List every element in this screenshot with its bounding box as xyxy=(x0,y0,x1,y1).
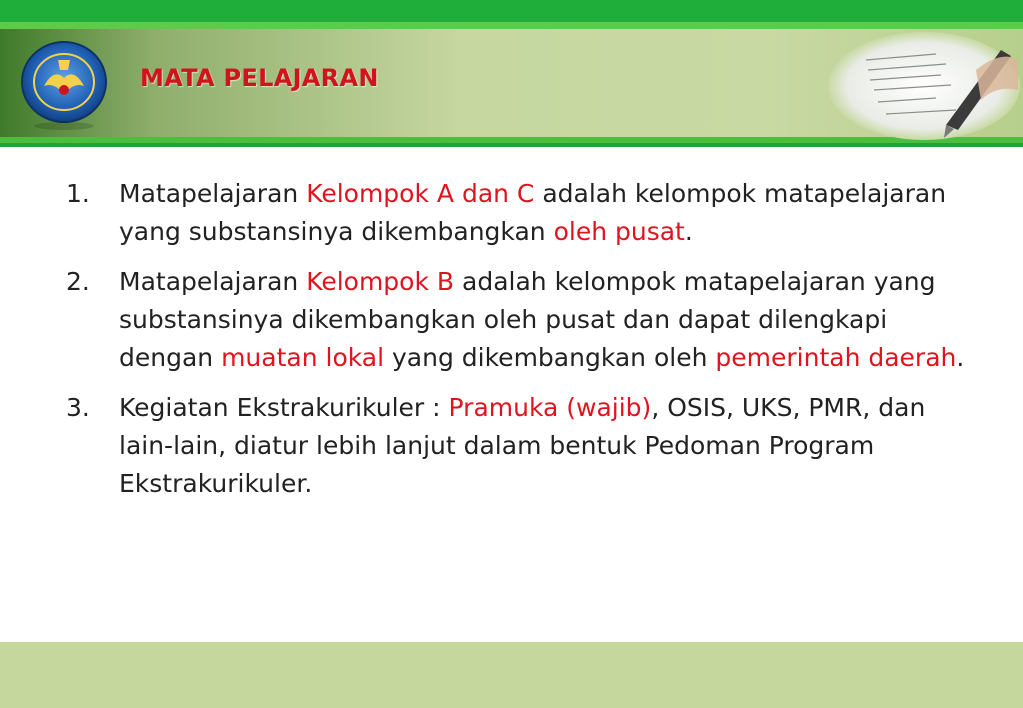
item-highlight: Kelompok B xyxy=(306,267,455,296)
list-item xyxy=(62,263,982,377)
list-item xyxy=(62,175,982,251)
top-light-green-line xyxy=(0,22,1023,29)
item-text: , OSIS, UKS, PMR, dan lain-lain, diatur lebih lanjut dalam bentuk Pedoman Program Ekstrakurikuler. xyxy=(119,393,926,498)
tut-wuri-handayani-logo-icon xyxy=(18,38,110,130)
list-item-number: 3. xyxy=(66,393,90,422)
item-text: yang dikembangkan oleh xyxy=(384,343,716,372)
page-title: MATA PELAJARAN xyxy=(140,64,379,92)
document-signing-photo-icon xyxy=(826,30,1021,142)
item-text: . xyxy=(956,343,965,372)
item-highlight: Kelompok A dan C xyxy=(306,179,535,208)
item-text: adalah kelompok matapelajaran yang substansinya dikembangkan oleh pusat dan dapat dilengkapi dengan xyxy=(119,267,936,372)
item-highlight: oleh pusat xyxy=(553,217,685,246)
item-highlight: muatan lokal xyxy=(221,343,385,372)
header-divider-dark xyxy=(0,143,1023,147)
item-highlight: pemerintah daerah xyxy=(715,343,957,372)
item-text: Kegiatan Ekstrakurikuler : xyxy=(119,393,449,422)
item-text: Matapelajaran xyxy=(119,267,307,296)
list-item-number: 2. xyxy=(66,267,90,296)
item-text: adalah kelompok matapelajaran yang substansinya dikembangkan xyxy=(119,179,947,246)
footer-bar xyxy=(0,642,1023,708)
content-list xyxy=(62,175,982,515)
list-item xyxy=(62,389,982,503)
item-text: Matapelajaran xyxy=(119,179,307,208)
top-green-bar xyxy=(0,0,1023,22)
item-highlight: Pramuka (wajib) xyxy=(448,393,652,422)
list-item-number: 1. xyxy=(66,179,90,208)
item-text: . xyxy=(684,217,693,246)
